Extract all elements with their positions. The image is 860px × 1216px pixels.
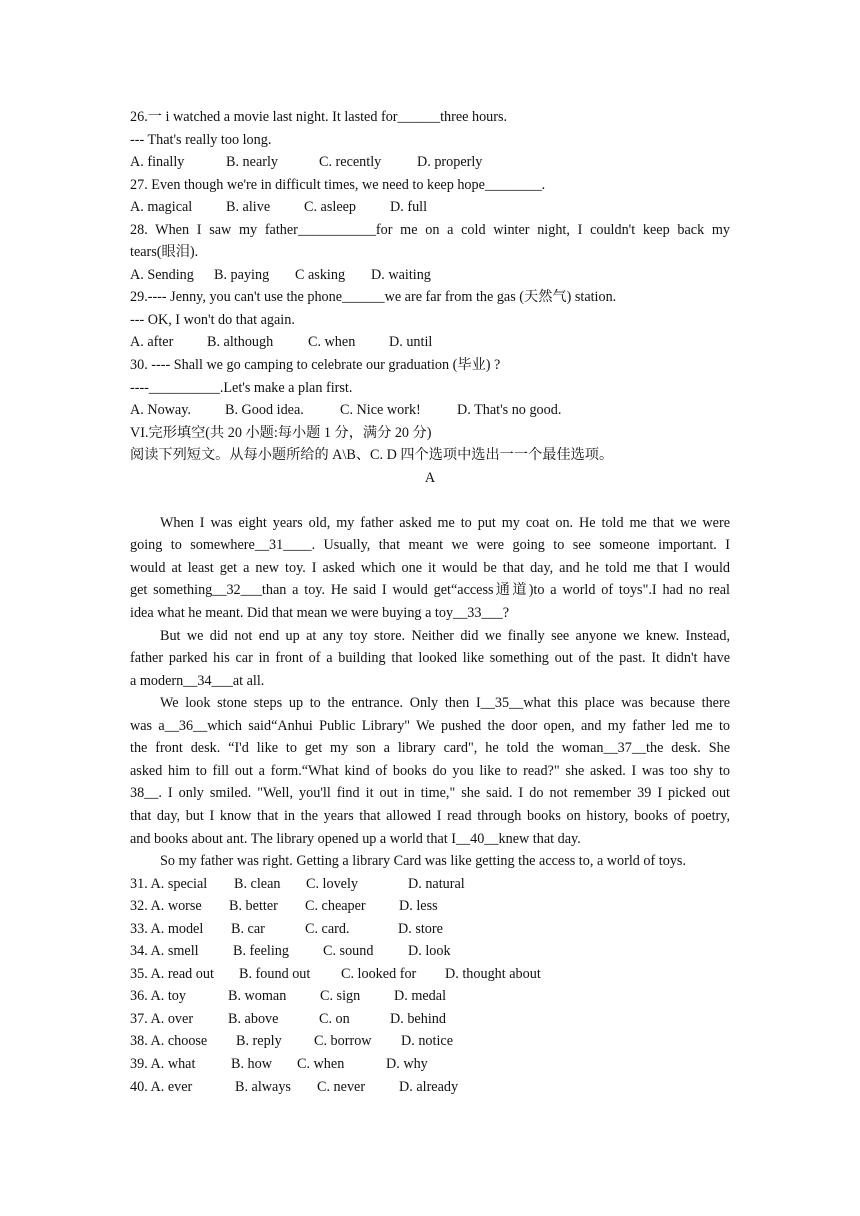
option-a: 38. A. choose — [130, 1033, 208, 1050]
option-a: 33. A. model — [130, 920, 204, 937]
question-27-stem: 27. Even though we're in difficult times, we need to keep hope________. — [130, 176, 546, 193]
passage-line: asked him to fill out a form.“What kind of books do you like to read?" she asked. I was too shy to — [130, 762, 730, 779]
question-27-options — [130, 196, 730, 219]
passage-line: a modern__34___at all. — [130, 672, 265, 689]
cloze-option-row-37 — [130, 1008, 730, 1031]
passage-line: But we did not end up at any toy store. Neither did we finally see anyone we knew. Instead, — [160, 627, 730, 644]
option-d: D. until — [389, 334, 433, 351]
spacer — [130, 489, 730, 512]
option-c: C. when — [308, 334, 356, 351]
option-b: B. nearly — [226, 154, 279, 171]
passage-line: would at least get a new toy. I asked which one it would be that day, and he told me that I would — [130, 559, 730, 576]
question-28-stem-line2: tears(眼泪). — [130, 244, 199, 261]
passage-paragraph-4 — [130, 850, 730, 873]
question-26-reply: --- That's really too long. — [130, 131, 272, 148]
cloze-option-row-36 — [130, 985, 730, 1008]
option-a: 34. A. smell — [130, 943, 199, 960]
option-d: D. full — [390, 199, 428, 216]
option-c: C. Nice work! — [340, 402, 421, 419]
option-b: B. Good idea. — [225, 402, 304, 419]
question-29-reply: --- OK, I won't do that again. — [130, 311, 295, 328]
cloze-option-row-38 — [130, 1030, 730, 1053]
option-d: D. medal — [394, 988, 447, 1005]
question-30-reply: ----__________.Let's make a plan first. — [130, 379, 353, 396]
option-c: C. never — [317, 1078, 366, 1095]
option-a: 36. A. toy — [130, 988, 186, 1005]
option-d: D. store — [398, 920, 443, 937]
passage-paragraph-1 — [130, 512, 730, 625]
option-b: B. alive — [226, 199, 271, 216]
question-29-options — [130, 331, 730, 354]
exam-page — [130, 106, 730, 1098]
option-d: D. look — [408, 943, 451, 960]
option-a: 39. A. what — [130, 1055, 196, 1072]
passage-line: and books about ant. The library opened up a world that I__40__knew that day. — [130, 830, 581, 847]
option-a: A. Sending — [130, 266, 194, 283]
option-d: D. notice — [401, 1033, 454, 1050]
option-c: C. on — [319, 1010, 350, 1027]
passage-line: going to somewhere__31____. Usually, that meant we were going to see someone important. I — [130, 537, 730, 554]
passage-line: the front desk. “I'd like to get my son a library card", he told the woman__37__the desk. She — [130, 740, 730, 757]
option-d: D. natural — [408, 875, 465, 892]
option-b: B. always — [235, 1078, 291, 1095]
option-a: A. after — [130, 334, 174, 351]
cloze-option-row-35 — [130, 963, 730, 986]
option-a: 31. A. special — [130, 875, 208, 892]
option-c: C. asleep — [304, 199, 357, 216]
cloze-option-row-33 — [130, 918, 730, 941]
passage-line: When I was eight years old, my father asked me to put my coat on. He told me that we were — [160, 514, 730, 531]
option-b: B. feeling — [233, 943, 289, 960]
passage-line: father parked his car in front of a building that looked like something out of the past. It didn't have — [130, 650, 730, 667]
cloze-option-row-40 — [130, 1076, 730, 1099]
passage-line: that day, but I know that in the years that allowed I read through books on history, books of poetry, — [130, 807, 730, 824]
passage-line: We look stone steps up to the entrance. Only then I__35__what this place was because there — [160, 695, 730, 712]
cloze-option-row-31 — [130, 873, 730, 896]
option-a: 40. A. ever — [130, 1078, 193, 1095]
section-heading: VI.完形填空(共 20 小题:每小题 1 分，满分 20 分) — [130, 424, 432, 441]
option-c: C. card. — [305, 920, 350, 937]
option-d: D. why — [386, 1055, 428, 1072]
passage-line: get something__32___than a toy. He said I would get“access通道)to a world of toys".I had no real — [130, 582, 730, 599]
cloze-option-row-39 — [130, 1053, 730, 1076]
passage-paragraph-3 — [130, 692, 730, 850]
cloze-option-row-34 — [130, 940, 730, 963]
option-d: D. waiting — [371, 266, 431, 283]
cloze-option-row-32 — [130, 895, 730, 918]
option-d: D. That's no good. — [457, 402, 562, 419]
section-instruction: 阅读下列短文。从每小题所给的 A\B、C. D 四个选项中选出一一个最佳选项。 — [130, 447, 614, 464]
option-c: C. when — [297, 1055, 345, 1072]
option-b: B. paying — [214, 266, 270, 283]
option-a: 32. A. worse — [130, 898, 202, 915]
option-b: B. car — [231, 920, 265, 937]
passage-line: idea what he meant. Did that mean we were buying a toy__33___? — [130, 605, 510, 622]
option-b: B. above — [228, 1010, 279, 1027]
passage-line: So my father was right. Getting a library Card was like getting the access to, a world of toys. — [160, 853, 686, 870]
option-c: C. borrow — [314, 1033, 372, 1050]
option-d: D. thought about — [445, 965, 541, 982]
option-a: 35. A. read out — [130, 965, 214, 982]
option-c: C. lovely — [306, 875, 359, 892]
option-c: C. recently — [319, 154, 382, 171]
passage-paragraph-2 — [130, 625, 730, 693]
question-30-stem: 30. ---- Shall we go camping to celebrate our graduation (毕业) ? — [130, 357, 501, 374]
question-28-stem-line1: 28. When I saw my father___________for me on a cold winter night, I couldn't keep back my — [130, 221, 730, 238]
passage-line: 38__. I only smiled. "Well, you'll find it out in time," she said. I do not remember 39 I picked out — [130, 785, 730, 802]
question-29-stem: 29.---- Jenny, you can't use the phone______we are far from the gas (天然气) station. — [130, 289, 617, 306]
option-a: A. Noway. — [130, 402, 191, 419]
option-b: B. how — [231, 1055, 272, 1072]
option-c: C. looked for — [341, 965, 417, 982]
option-b: B. reply — [236, 1033, 282, 1050]
option-c: C. cheaper — [305, 898, 366, 915]
question-28-options — [130, 264, 730, 287]
passage-line: was a__36__which said“Anhui Public Library" We pushed the door open, and my father led me to — [130, 717, 730, 734]
option-b: B. woman — [228, 988, 287, 1005]
option-d: D. already — [399, 1078, 459, 1095]
cloze-options — [130, 873, 730, 1098]
question-30-options — [130, 399, 730, 422]
question-26-options — [130, 151, 730, 174]
option-d: D. behind — [390, 1010, 446, 1027]
passage-label: A — [424, 469, 436, 486]
option-c: C asking — [295, 266, 346, 283]
option-c: C. sound — [323, 943, 374, 960]
option-a: A. finally — [130, 154, 185, 171]
option-b: B. found out — [239, 965, 311, 982]
option-b: B. clean — [234, 875, 281, 892]
option-d: D. less — [399, 898, 438, 915]
question-26-stem: 26.一 i watched a movie last night. It lasted for______three hours. — [130, 109, 508, 125]
option-a: 37. A. over — [130, 1010, 194, 1027]
option-b: B. better — [229, 898, 278, 915]
option-a: A. magical — [130, 199, 193, 216]
option-b: B. although — [207, 334, 274, 351]
option-d: D. properly — [417, 154, 483, 171]
option-c: C. sign — [320, 988, 361, 1005]
